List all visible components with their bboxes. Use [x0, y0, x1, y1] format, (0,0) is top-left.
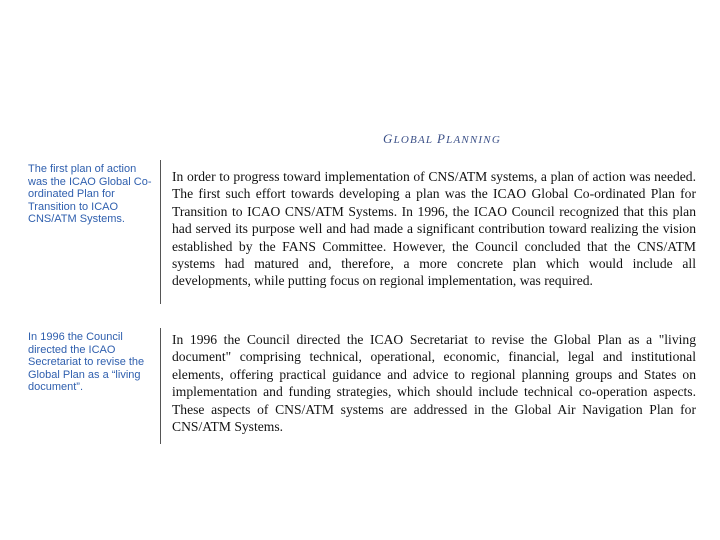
- paragraph-global-plan-revision: In 1996 the Council directed the ICAO Secretariat to revise the Global Plan as a "living document" comprising technical, operational, economic, financial, legal and institutional elements, offering practical guidance and advice to regional planning groups and States on implementation and funding strategies, which should include technical co-operation aspects. These aspects of CNS/ATM systems are addressed in the Global Air Navigation Plan for CNS/ATM Systems.: [172, 332, 696, 435]
- sidenote-living-document: In 1996 the Council directed the ICAO Secretariat to revise the Global Plan as a “living document”.: [28, 331, 145, 393]
- heading-rest-planning: LANNING: [446, 134, 501, 146]
- margin-divider: [160, 328, 161, 444]
- margin-divider: [160, 160, 161, 304]
- heading-initial-g: G: [383, 131, 394, 146]
- heading-rest-global: LOBAL: [393, 134, 437, 146]
- sidenote-first-plan: The first plan of action was the ICAO Global Co-ordinated Plan for Transition to ICAO CNS/ATM Systems.: [28, 163, 152, 225]
- paragraph-plan-of-action: In order to progress toward implementation of CNS/ATM systems, a plan of action was needed. The first such effort towards developing a plan was the ICAO Global Co-ordinated Plan for Transition to ICAO CNS/ATM Systems. In 1996, the ICAO Council recognized that this plan had served its purpose well and had made a significant contribution toward realizing the vision established by the FANS Committee. However, the Council concluded that the CNS/ATM systems had matured and, therefore, a more concrete plan which would include all developments, while putting focus on regional implementation, was required.: [172, 169, 696, 289]
- heading-initial-p: P: [436, 131, 447, 146]
- section-heading: [383, 131, 501, 147]
